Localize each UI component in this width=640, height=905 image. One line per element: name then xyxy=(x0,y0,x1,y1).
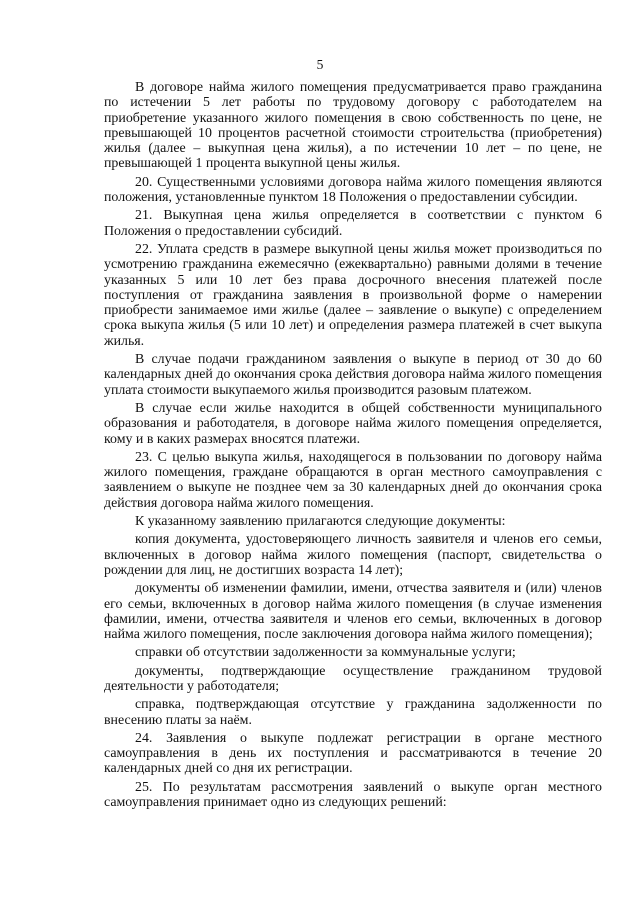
paragraph-purchase-right: В договоре найма жилого помещения предусматривается право гражданина по истечении 5 лет работы по трудовому договору с работодателем на приобретение указанного жилого помещения в свою собственность по цене, не превышающей 10 процентов расчетной стоимости строительства (приобретения) жилья (далее – выкупная цена жилья), а по истечении 10 лет – по цене, не превышающей 1 процента выкупной цены жилья. xyxy=(104,80,602,172)
paragraph-documents-intro: К указанному заявлению прилагаются следующие документы: xyxy=(135,514,506,530)
list-item-name-change-docs: документы об изменении фамилии, имени, отчества заявителя и (или) членов его семьи, включенных в договор найма жилого помещения (в случае изменения фамилии, имени, отчества заявителя и членов его семьи, включенных в договор найма жилого помещения, после заключения договора найма жилого помещения); xyxy=(104,581,602,643)
list-item-rent-debt-certificate: справка, подтверждающая отсутствие у гражданина задолженности по внесению платы за наём. xyxy=(104,697,602,728)
paragraph-lump-sum: В случае подачи гражданином заявления о выкупе в период от 30 до 60 календарных дней до окончания срока действия договора найма жилого помещения уплата стоимости выкупаемого жилья производится разовым платежом. xyxy=(104,352,602,398)
list-item-identity-copy: копия документа, удостоверяющего личность заявителя и членов его семьи, включенных в договор найма жилого помещения (паспорт, свидетельства о рождении для лиц, не достигших возраста 14 лет); xyxy=(104,532,602,578)
paragraph-25: 25. По результатам рассмотрения заявлений о выкупе орган местного самоуправления принимает одно из следующих решений: xyxy=(104,779,602,811)
paragraph-21: 21. Выкупная цена жилья определяется в соответствии с пунктом 6 Положения о предоставлении субсидий. xyxy=(104,208,602,239)
page-number: 5 xyxy=(316,57,324,72)
paragraph-22: 22. Уплата средств в размере выкупной цены жилья может производиться по усмотрению гражданина ежемесячно (ежеквартально) равными долями в течение указанных 5 или 10 лет без права досрочного внесения платежей после поступления от гражданина заявления в произвольной форме о намерении приобрести занимаемое ими жилье (далее – заявление о выкупе) с определением срока выкупа жилья (5 или 10 лет) и определения размера платежей в счет выкупа жилья. xyxy=(104,241,602,349)
paragraph-23: 23. С целью выкупа жилья, находящегося в пользовании по договору найма жилого помещения, граждане обращаются в орган местного самоуправления с заявлением о выкупе не позднее чем за 30 календарных дней до окончания срока действия договора найма жилого помещения. xyxy=(104,449,602,511)
list-item-employment-docs: документы, подтверждающие осуществление гражданином трудовой деятельности у работодателя; xyxy=(104,663,602,694)
list-item-utility-debt-certificate: справки об отсутствии задолженности за коммунальные услуги; xyxy=(135,645,516,661)
paragraph-24: 24. Заявления о выкупе подлежат регистрации в органе местного самоуправления в день их поступления и рассматриваются в течение 20 календарных дней со дня их регистрации. xyxy=(104,730,602,777)
document-body xyxy=(104,80,602,813)
paragraph-shared-ownership: В случае если жилье находится в общей собственности муниципального образования и работодателя, в договоре найма жилого помещения определяется, кому и в каких размерах вносятся платежи. xyxy=(104,400,602,447)
paragraph-20: 20. Существенными условиями договора найма жилого помещения являются положения, установленные пунктом 18 Положения о предоставлении субсидии. xyxy=(104,174,602,206)
